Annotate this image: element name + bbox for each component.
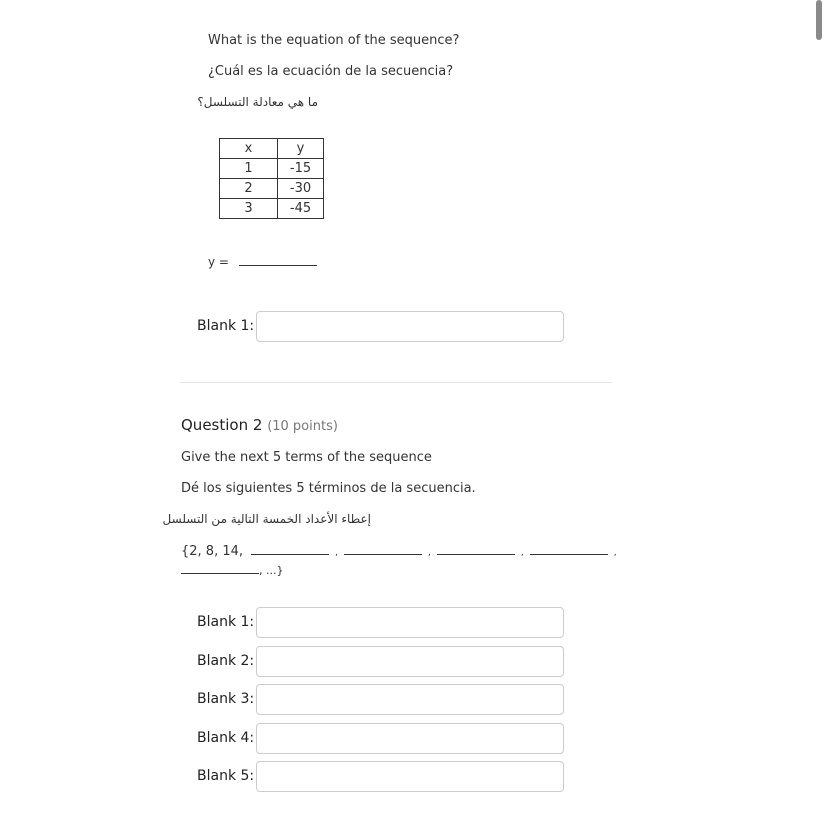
q1-prompt-es: ¿Cuál es la ecuación de la secuencia? [208,64,454,79]
q2-prompt-es: Dé los siguientes 5 términos de la secuencia. [181,481,476,496]
table-row [220,199,324,219]
scrollbar-thumb[interactable] [816,0,822,40]
question-divider [180,382,612,383]
sequence-blank-line [181,561,259,574]
table-cell: 1 [220,159,278,179]
q2-title: Question 2 [181,416,263,434]
sequence-table [219,138,324,219]
equation-prefix: y = [208,255,229,269]
q2-heading [181,416,338,434]
q2-blank-1-label: Blank 1: [197,614,255,630]
equation-blank-line [239,253,317,266]
q1-blank-1-input[interactable] [256,311,564,342]
table-cell: -30 [278,179,324,199]
q2-blank-3-input[interactable] [256,684,564,715]
sequence-blank-line [530,542,608,555]
table-cell: -15 [278,159,324,179]
table-header-row [220,139,324,159]
table-cell: -45 [278,199,324,219]
sequence-blank-line [344,542,422,555]
sequence-end: , ...} [259,564,284,577]
q2-blank-4-label: Blank 4: [197,730,255,746]
q2-points: (10 points) [267,419,338,434]
q2-blank-1-input[interactable] [256,607,564,638]
separator: , [335,548,339,558]
table-header-y: y [278,139,324,159]
q1-prompt-ar: ما هي معادلة التسلسل؟ [197,95,318,109]
sequence-blank-line [251,542,329,555]
q2-prompt-en: Give the next 5 terms of the sequence [181,450,432,465]
equation-line [208,253,317,269]
q2-blank-4-input[interactable] [256,723,564,754]
sequence-start: {2, 8, 14, [181,544,244,559]
table-header-x: x [220,139,278,159]
q2-blank-2-input[interactable] [256,646,564,677]
q2-prompt-ar: إعطاء الأعداد الخمسة التالية من التسلسل [162,512,371,526]
q1-blank-1-label: Blank 1: [197,318,255,334]
table-cell: 2 [220,179,278,199]
sequence-line-2 [181,561,283,577]
table-row [220,159,324,179]
separator: , [613,548,617,558]
separator: , [520,548,524,558]
q2-blank-3-label: Blank 3: [197,691,255,707]
sequence-blank-line [437,542,515,555]
q2-blank-5-label: Blank 5: [197,768,255,784]
q2-blank-2-label: Blank 2: [197,653,255,669]
separator: , [428,548,431,558]
table-cell: 3 [220,199,278,219]
sequence-line-1 [181,542,623,559]
table-row [220,179,324,199]
q2-blank-5-input[interactable] [256,761,564,792]
q1-prompt-en: What is the equation of the sequence? [208,33,460,48]
